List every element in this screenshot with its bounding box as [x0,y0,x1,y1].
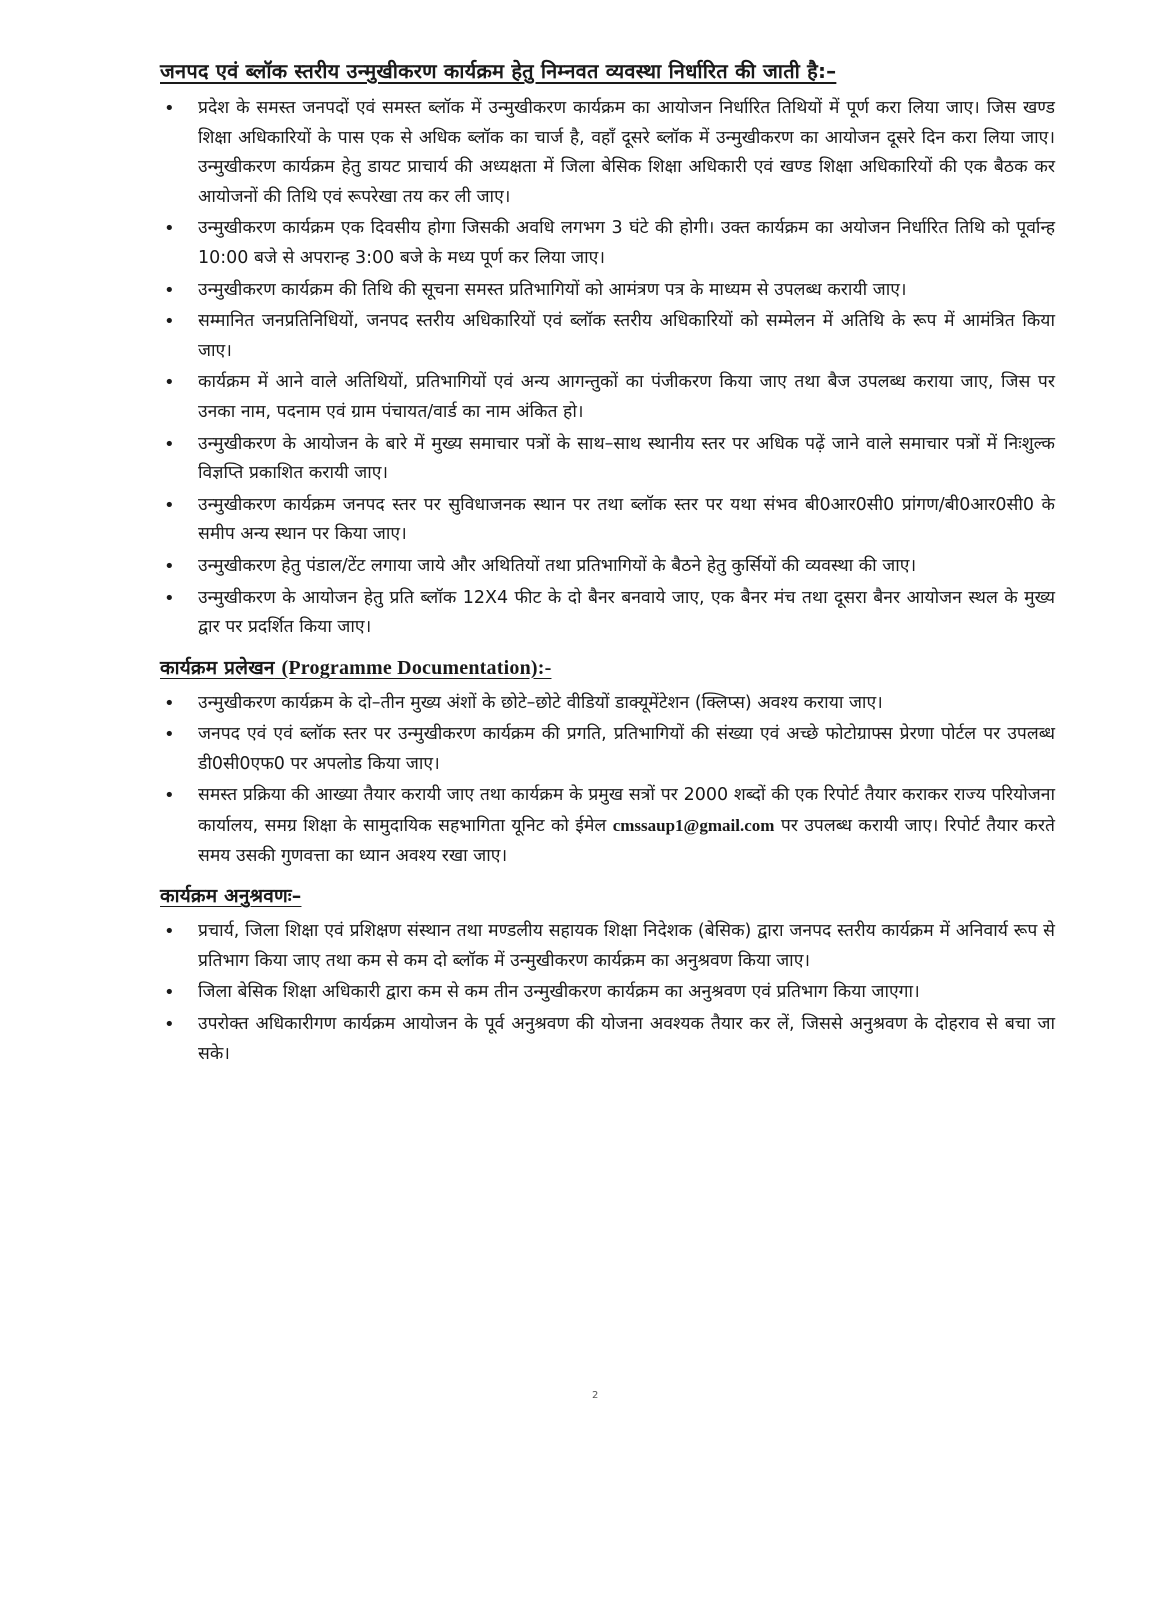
list-item: • उन्मुखीकरण हेतु पंडाल/टेंट लगाया जाये और अथितियों तथा प्रतिभागियों के बैठने हेतु कुर्सियों की व्यवस्था की जाए। [160,552,1055,582]
list-item: • उन्मुखीकरण कार्यक्रम की तिथि की सूचना समस्त प्रतिभागियों को आमंत्रण पत्र के माध्यम से उपलब्ध करायी जाए। [160,276,1055,306]
bullet-icon: • [164,98,175,119]
bullet-icon: • [164,218,175,240]
bullet-icon: • [164,785,175,807]
email-address[interactable]: cmssaup1@gmail.com [612,816,775,836]
section-heading-documentation: कार्यक्रम प्रलेखन (Programme Documentation):- [160,656,552,679]
bullet-icon: • [164,372,175,394]
section-heading-monitoring: कार्यक्रम अनुश्रवणः– [160,885,302,908]
list-item: • समस्त प्रक्रिया की आख्या तैयार करायी जाए तथा कार्यक्रम के प्रमुख सत्रों पर 2000 शब्दों की एक रिपोर्ट तैयार कराकर राज्य परियोजना कार्यालय, समग्र शिक्षा के सामुदायिक सहभागिता यूनिट को ईमेल cmssaup1@gmail.com पर उपलब्ध करायी जाए। रिपोर्ट तैयार करते समय उसकी गुणवत्ता का ध्यान अवश्य रखा जाए। [160,781,1055,871]
list-item: • उन्मुखीकरण कार्यक्रम के दो–तीन मुख्य अंशों के छोटे–छोटे वीडियों डाक्यूमेंटेशन (क्लिप्स) अवश्य कराया जाए। [160,689,1055,719]
list-item: • उपरोक्त अधिकारीगण कार्यक्रम आयोजन के पूर्व अनुश्रवण की योजना अवश्यक तैयार कर लें, जिससे अनुश्रवण के दोहराव से बचा जा सके। [160,1010,1055,1069]
section-heading-arrangements: जनपद एवं ब्लॉक स्तरीय उन्मुखीकरण कार्यक्रम हेतु निम्नवत व्यवस्था निर्धारित की जाती है:– [160,59,837,83]
documentation-list [160,689,1055,872]
document-page [160,56,1055,1079]
bullet-icon: • [164,982,175,1004]
monitoring-list [160,917,1055,1069]
list-item: • कार्यक्रम में आने वाले अतिथियों, प्रतिभागियों एवं अन्य आगन्तुकों का पंजीकरण किया जाए तथा बैज उपलब्ध कराया जाए, जिस पर उनका नाम, पदनाम एवं ग्राम पंचायत/वार्ड का नाम अंकित हो। [160,368,1055,427]
list-item: • उन्मुखीकरण कार्यक्रम एक दिवसीय होगा जिसकी अवधि लगभग 3 घंटे की होगी। उक्त कार्यक्रम का अयोजन निर्धारित तिथि को पूर्वान्ह 10:00 बजे से अपरान्ह 3:00 बजे के मध्य पूर्ण कर लिया जाए। [160,214,1055,273]
arrangements-list [160,94,1055,643]
bullet-icon: • [164,724,175,746]
page-number: 2 [592,1390,599,1401]
list-item: • उन्मुखीकरण के आयोजन के बारे में मुख्य समाचार पत्रों के साथ–साथ स्थानीय स्तर पर अधिक पढ़ें जाने वाले समाचार पत्रों में निःशुल्क विज्ञप्ति प्रकाशित करायी जाए। [160,430,1055,489]
bullet-icon: • [164,921,175,943]
bullet-icon: • [164,433,175,455]
bullet-icon: • [164,494,175,516]
list-item: • सम्मानित जनप्रतिनिधियों, जनपद स्तरीय अधिकारियों एवं ब्लॉक स्तरीय अधिकारियों को सम्मेलन में अतिथि के रूप में आमंत्रित किया जाए। [160,307,1055,366]
bullet-icon: • [164,311,175,333]
bullet-icon: • [164,279,175,301]
list-item: • उन्मुखीकरण के आयोजन हेतु प्रति ब्लॉक 12X4 फीट के दो बैनर बनवाये जाए, एक बैनर मंच तथा दूसरा बैनर आयोजन स्थल के मुख्य द्वार पर प्रदर्शित किया जाए। [160,584,1055,643]
bullet-icon: • [164,587,175,609]
list-item: • जनपद एवं एवं ब्लॉक स्तर पर उन्मुखीकरण कार्यक्रम की प्रगति, प्रतिभागियों की संख्या एवं अच्छे फोटोग्राफ्स प्रेरणा पोर्टल पर उपलब्ध डी0सी0एफ0 पर अपलोड किया जाए। [160,720,1055,779]
bullet-icon: • [164,555,175,577]
list-item: • प्रचार्य, जिला शिक्षा एवं प्रशिक्षण संस्थान तथा मण्डलीय सहायक शिक्षा निदेशक (बेसिक) द्वारा जनपद स्तरीय कार्यक्रम में अनिवार्य रूप से प्रतिभाग किया जाए तथा कम से कम दो ब्लॉक में उन्मुखीकरण कार्यक्रम का अनुश्रवण किया जाए। [160,917,1055,976]
list-item: • उन्मुखीकरण कार्यक्रम जनपद स्तर पर सुविधाजनक स्थान पर तथा ब्लॉक स्तर पर यथा संभव बी0आर0सी0 प्रांगण/बी0आर0सी0 के समीप अन्य स्थान पर किया जाए। [160,491,1055,550]
bullet-icon: • [164,692,175,714]
bullet-icon: • [164,1014,175,1036]
list-item: • प्रदेश के समस्त जनपदों एवं समस्त ब्लॉक में उन्मुखीकरण कार्यक्रम का आयोजन निर्धारित तिथियों में पूर्ण करा लिया जाए। जिस खण्ड शिक्षा अधिकारियों के पास एक से अधिक ब्लॉक का चार्ज है, वहाँ दूसरे ब्लॉक में उन्मुखीकरण का आयोजन दूसरे दिन करा लिया जाए। उन्मुखीकरण कार्यक्रम हेतु डायट प्राचार्य की अध्यक्षता में जिला बेसिक शिक्षा अधिकारी एवं खण्ड शिक्षा अधिकारियों की एक बैठक कर आयोजनों की तिथि एवं रूपरेखा तय कर ली जाए। [160,94,1055,212]
list-item: • जिला बेसिक शिक्षा अधिकारी द्वारा कम से कम तीन उन्मुखीकरण कार्यक्रम का अनुश्रवण एवं प्रतिभाग किया जाएगा। [160,978,1055,1008]
